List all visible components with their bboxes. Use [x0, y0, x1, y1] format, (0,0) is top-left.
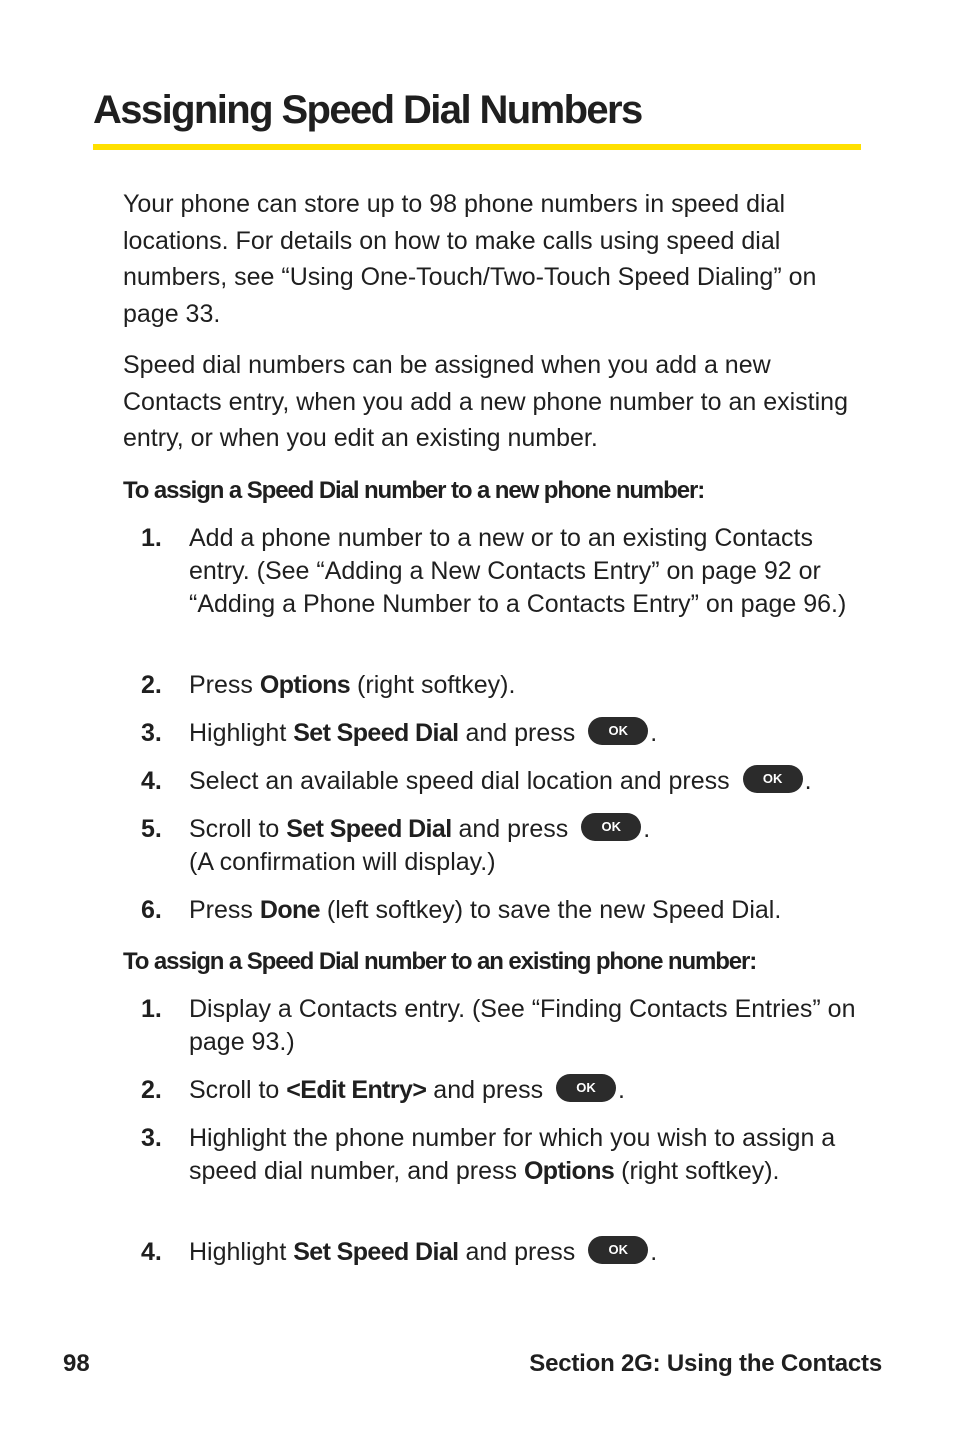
step-text: Highlight — [189, 719, 294, 747]
list-item — [141, 1236, 861, 1269]
set-speed-dial-label: Set Speed Dial — [286, 815, 452, 843]
step-number: 1. — [141, 995, 162, 1023]
options-softkey-label: Options — [259, 671, 351, 699]
ok-key-icon: OK — [588, 717, 648, 745]
step-number: 1. — [141, 524, 162, 552]
edit-entry-label: <Edit Entry> — [286, 1076, 427, 1104]
ok-key-icon: OK — [743, 765, 803, 793]
step-text: Press — [189, 671, 260, 699]
step-number: 2. — [141, 1076, 162, 1104]
section-title: Section 2G: Using the Contacts — [529, 1350, 882, 1377]
list-item — [141, 894, 861, 927]
step-text: Scroll to — [189, 1076, 287, 1104]
step-text: . — [618, 1076, 625, 1104]
list-item — [141, 669, 861, 702]
section-new-heading: To assign a Speed Dial number to a new phone number: — [123, 477, 705, 504]
page-number: 98 — [63, 1350, 90, 1377]
list-item — [141, 813, 861, 879]
step-number: 5. — [141, 815, 162, 843]
done-softkey-label: Done — [259, 896, 320, 924]
ok-key-icon: OK — [556, 1074, 616, 1102]
step-number: 2. — [141, 671, 162, 699]
step-number: 4. — [141, 1238, 162, 1266]
list-item — [141, 717, 861, 750]
step-number: 3. — [141, 1124, 162, 1152]
list-item — [141, 993, 861, 1059]
step-text: . — [643, 815, 651, 843]
ok-key-icon: OK — [588, 1236, 648, 1264]
step-text: . — [650, 719, 658, 747]
list-item — [141, 522, 861, 621]
step-number: 6. — [141, 896, 162, 924]
step-number: 3. — [141, 719, 162, 747]
set-speed-dial-label: Set Speed Dial — [293, 719, 459, 747]
step-number: 4. — [141, 767, 162, 795]
ok-key-icon: OK — [581, 813, 641, 841]
page-title: Assigning Speed Dial Numbers — [93, 88, 642, 132]
step-text: . — [650, 1238, 658, 1266]
step-text: and press — [458, 1238, 576, 1266]
step-text: Scroll to — [189, 815, 287, 843]
step-text: Press — [189, 896, 260, 924]
step-text: Add a phone number to a new or to an existing Contacts entry. (See “Adding a New Contacts Entry” on page 92 or “Adding a Phone Number to a Contacts Entry” on page 96.) — [189, 524, 847, 618]
step-text: Highlight the phone number for which you wish to assign a speed dial number, and press — [189, 1124, 836, 1185]
step-text: (A confirmation will display.) — [189, 848, 496, 876]
set-speed-dial-label: Set Speed Dial — [293, 1238, 459, 1266]
intro-paragraph-1: Your phone can store up to 98 phone numbers in speed dial locations. For details on how to make calls using speed dial numbers, see “Using One-Touch/Two-Touch Speed Dialing” on page 33. — [123, 190, 817, 329]
step-text: . — [804, 767, 812, 795]
options-softkey-label: Options — [523, 1157, 615, 1185]
section-existing-heading: To assign a Speed Dial number to an existing phone number: — [123, 948, 757, 975]
step-text: and press — [451, 815, 569, 843]
title-underline — [93, 144, 861, 150]
intro-paragraph-2: Speed dial numbers can be assigned when you add a new Contacts entry, when you add a new phone number to an existing entry, or when you edit an existing number. — [123, 351, 848, 453]
step-text: and press — [458, 719, 576, 747]
step-text: (left softkey) to save the new Speed Dial. — [319, 896, 782, 924]
list-item — [141, 1122, 861, 1188]
step-text: Select an available speed dial location and press — [189, 767, 730, 795]
step-text: (right softkey). — [614, 1157, 780, 1185]
step-text: and press — [426, 1076, 544, 1104]
step-text: Highlight — [189, 1238, 294, 1266]
list-item — [141, 1074, 861, 1107]
step-text: Display a Contacts entry. (See “Finding Contacts Entries” on page 93.) — [189, 995, 856, 1056]
list-item — [141, 765, 861, 798]
step-text: (right softkey). — [350, 671, 516, 699]
